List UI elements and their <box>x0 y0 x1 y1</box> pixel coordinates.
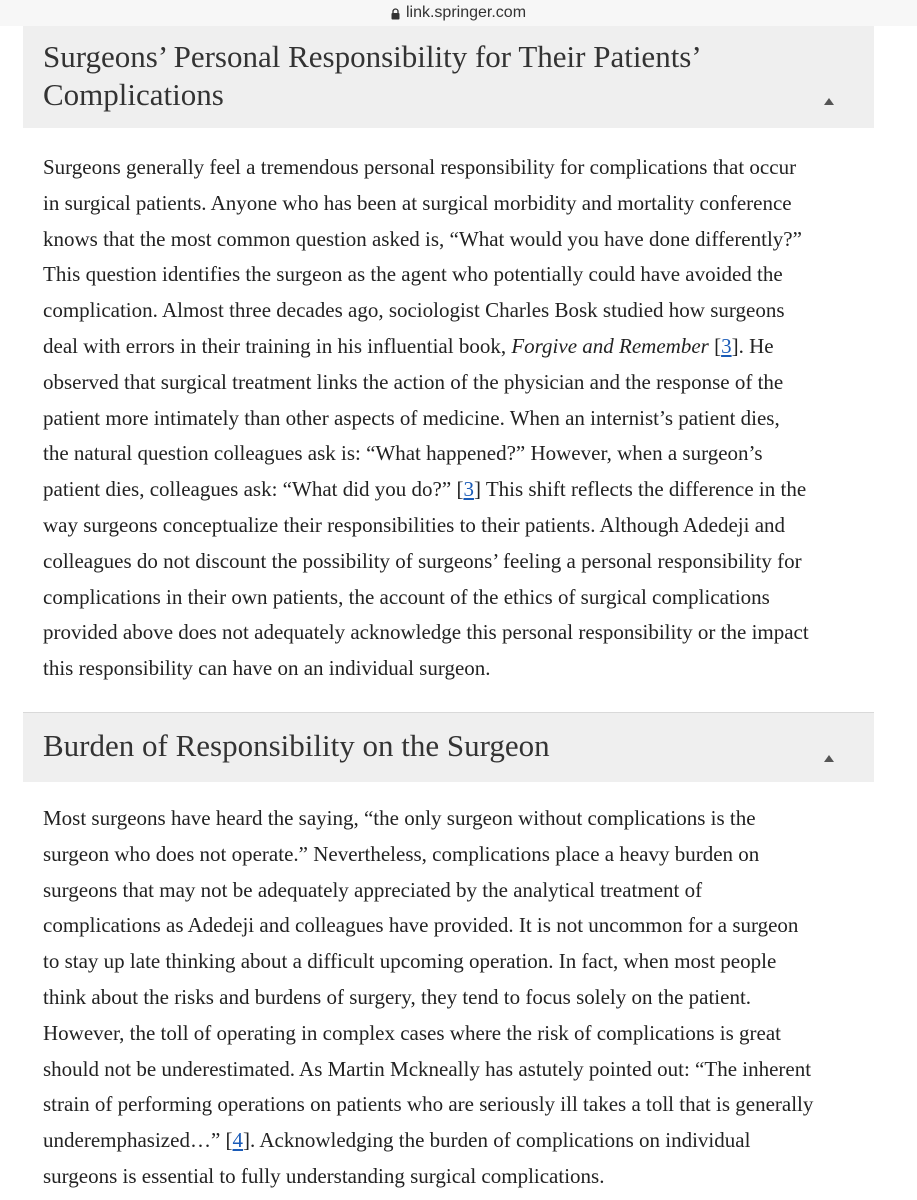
text-line: should not be underestimated. As Martin Mckneally has astutely pointed out: “The inherent <box>43 1056 812 1081</box>
text-line: complications in their own patients, the account of the ethics of surgical complications <box>43 584 770 609</box>
section-header-burden-of-responsibility[interactable] <box>23 712 874 782</box>
text-line: observed that surgical treatment links the action of the physician and the response of the <box>43 369 784 394</box>
text-line: However, the toll of operating in complex cases where the risk of complications is great <box>43 1020 782 1045</box>
text-line <box>43 1123 883 1159</box>
text-line: this responsibility can have on an individual surgeon. <box>43 656 491 681</box>
text-line: the natural question colleagues ask is: “What happened?” However, when a surgeon’s <box>43 441 763 466</box>
text-line: in surgical patients. Anyone who has been at surgical morbidity and mortality conference <box>43 190 792 215</box>
text-line: surgeons is essential to fully understanding surgical complications. <box>43 1163 605 1188</box>
text-line: Most surgeons have heard the saying, “the only surgeon without complications is the <box>43 806 756 830</box>
text-line: complication. Almost three decades ago, sociologist Charles Bosk studied how surgeons <box>43 298 785 323</box>
address-bar[interactable] <box>0 0 917 26</box>
text-line: patient more intimately than other aspects of medicine. When an internist’s patient dies, <box>43 405 780 430</box>
text-line: way surgeons conceptualize their responsibilities to their patients. Although Adedeji and <box>43 512 786 537</box>
url-text: link.springer.com <box>405 4 527 21</box>
text-line: knows that the most common question asked is, “What would you have done differently?” <box>43 226 802 251</box>
text-fragment: ]. Acknowledging the burden of complications on individual <box>243 1128 751 1153</box>
section-header-personal-responsibility[interactable] <box>23 26 874 128</box>
text-fragment: underemphasized…” [ <box>43 1128 233 1153</box>
text-line <box>43 472 883 508</box>
text-line: This question identifies the surgeon as the agent who potentially could have avoided the <box>43 262 783 287</box>
text-line: to stay up late thinking about a difficult upcoming operation. In fact, when most people <box>43 949 777 974</box>
text-line: complications as Adedeji and colleagues have provided. It is not uncommon for a surgeon <box>43 913 799 938</box>
citation-link[interactable]: 3 <box>463 477 474 502</box>
section-title <box>43 38 813 114</box>
collapse-caret-icon[interactable] <box>824 755 834 762</box>
text-line: surgeon who does not operate.” Nevertheless, complications place a heavy burden on <box>43 841 760 866</box>
lock-icon <box>391 8 400 20</box>
section-title: Burden of Responsibility on the Surgeon <box>43 728 550 763</box>
text-fragment: ] This shift reflects the difference in the <box>473 477 807 502</box>
section-paragraph <box>43 150 883 687</box>
text-line <box>43 329 883 365</box>
citation-link[interactable]: 3 <box>721 333 732 358</box>
text-line: Surgeons generally feel a tremendous personal responsibility for complications that occur <box>43 155 797 179</box>
text-fragment: [ <box>708 333 722 358</box>
text-line: surgeons that may not be adequately appreciated by the analytical treatment of <box>43 877 703 902</box>
text-line: strain of performing operations on patients who are seriously ill takes a toll that is generally <box>43 1092 814 1117</box>
book-title: Forgive and Remember <box>511 333 709 358</box>
text-line: provided above does not adequately acknowledge this personal responsibility or the impact <box>43 620 809 645</box>
citation-link[interactable]: 4 <box>232 1128 244 1153</box>
section-title-line1: Surgeons’ Personal Responsibility for Their Patients’ <box>43 39 702 74</box>
text-line: think about the risks and burdens of surgery, they tend to focus solely on the patient. <box>43 984 752 1009</box>
text-fragment: deal with errors in their training in his influential book, <box>43 333 512 358</box>
section-paragraph <box>43 801 883 1195</box>
section-title-line2: Complications <box>43 77 224 112</box>
text-fragment: ]. He <box>731 333 774 358</box>
text-line: colleagues do not discount the possibility of surgeons’ feeling a personal responsibility for <box>43 548 802 573</box>
collapse-caret-icon[interactable] <box>824 98 834 105</box>
text-fragment: patient dies, colleagues ask: “What did you do?” [ <box>43 477 464 502</box>
